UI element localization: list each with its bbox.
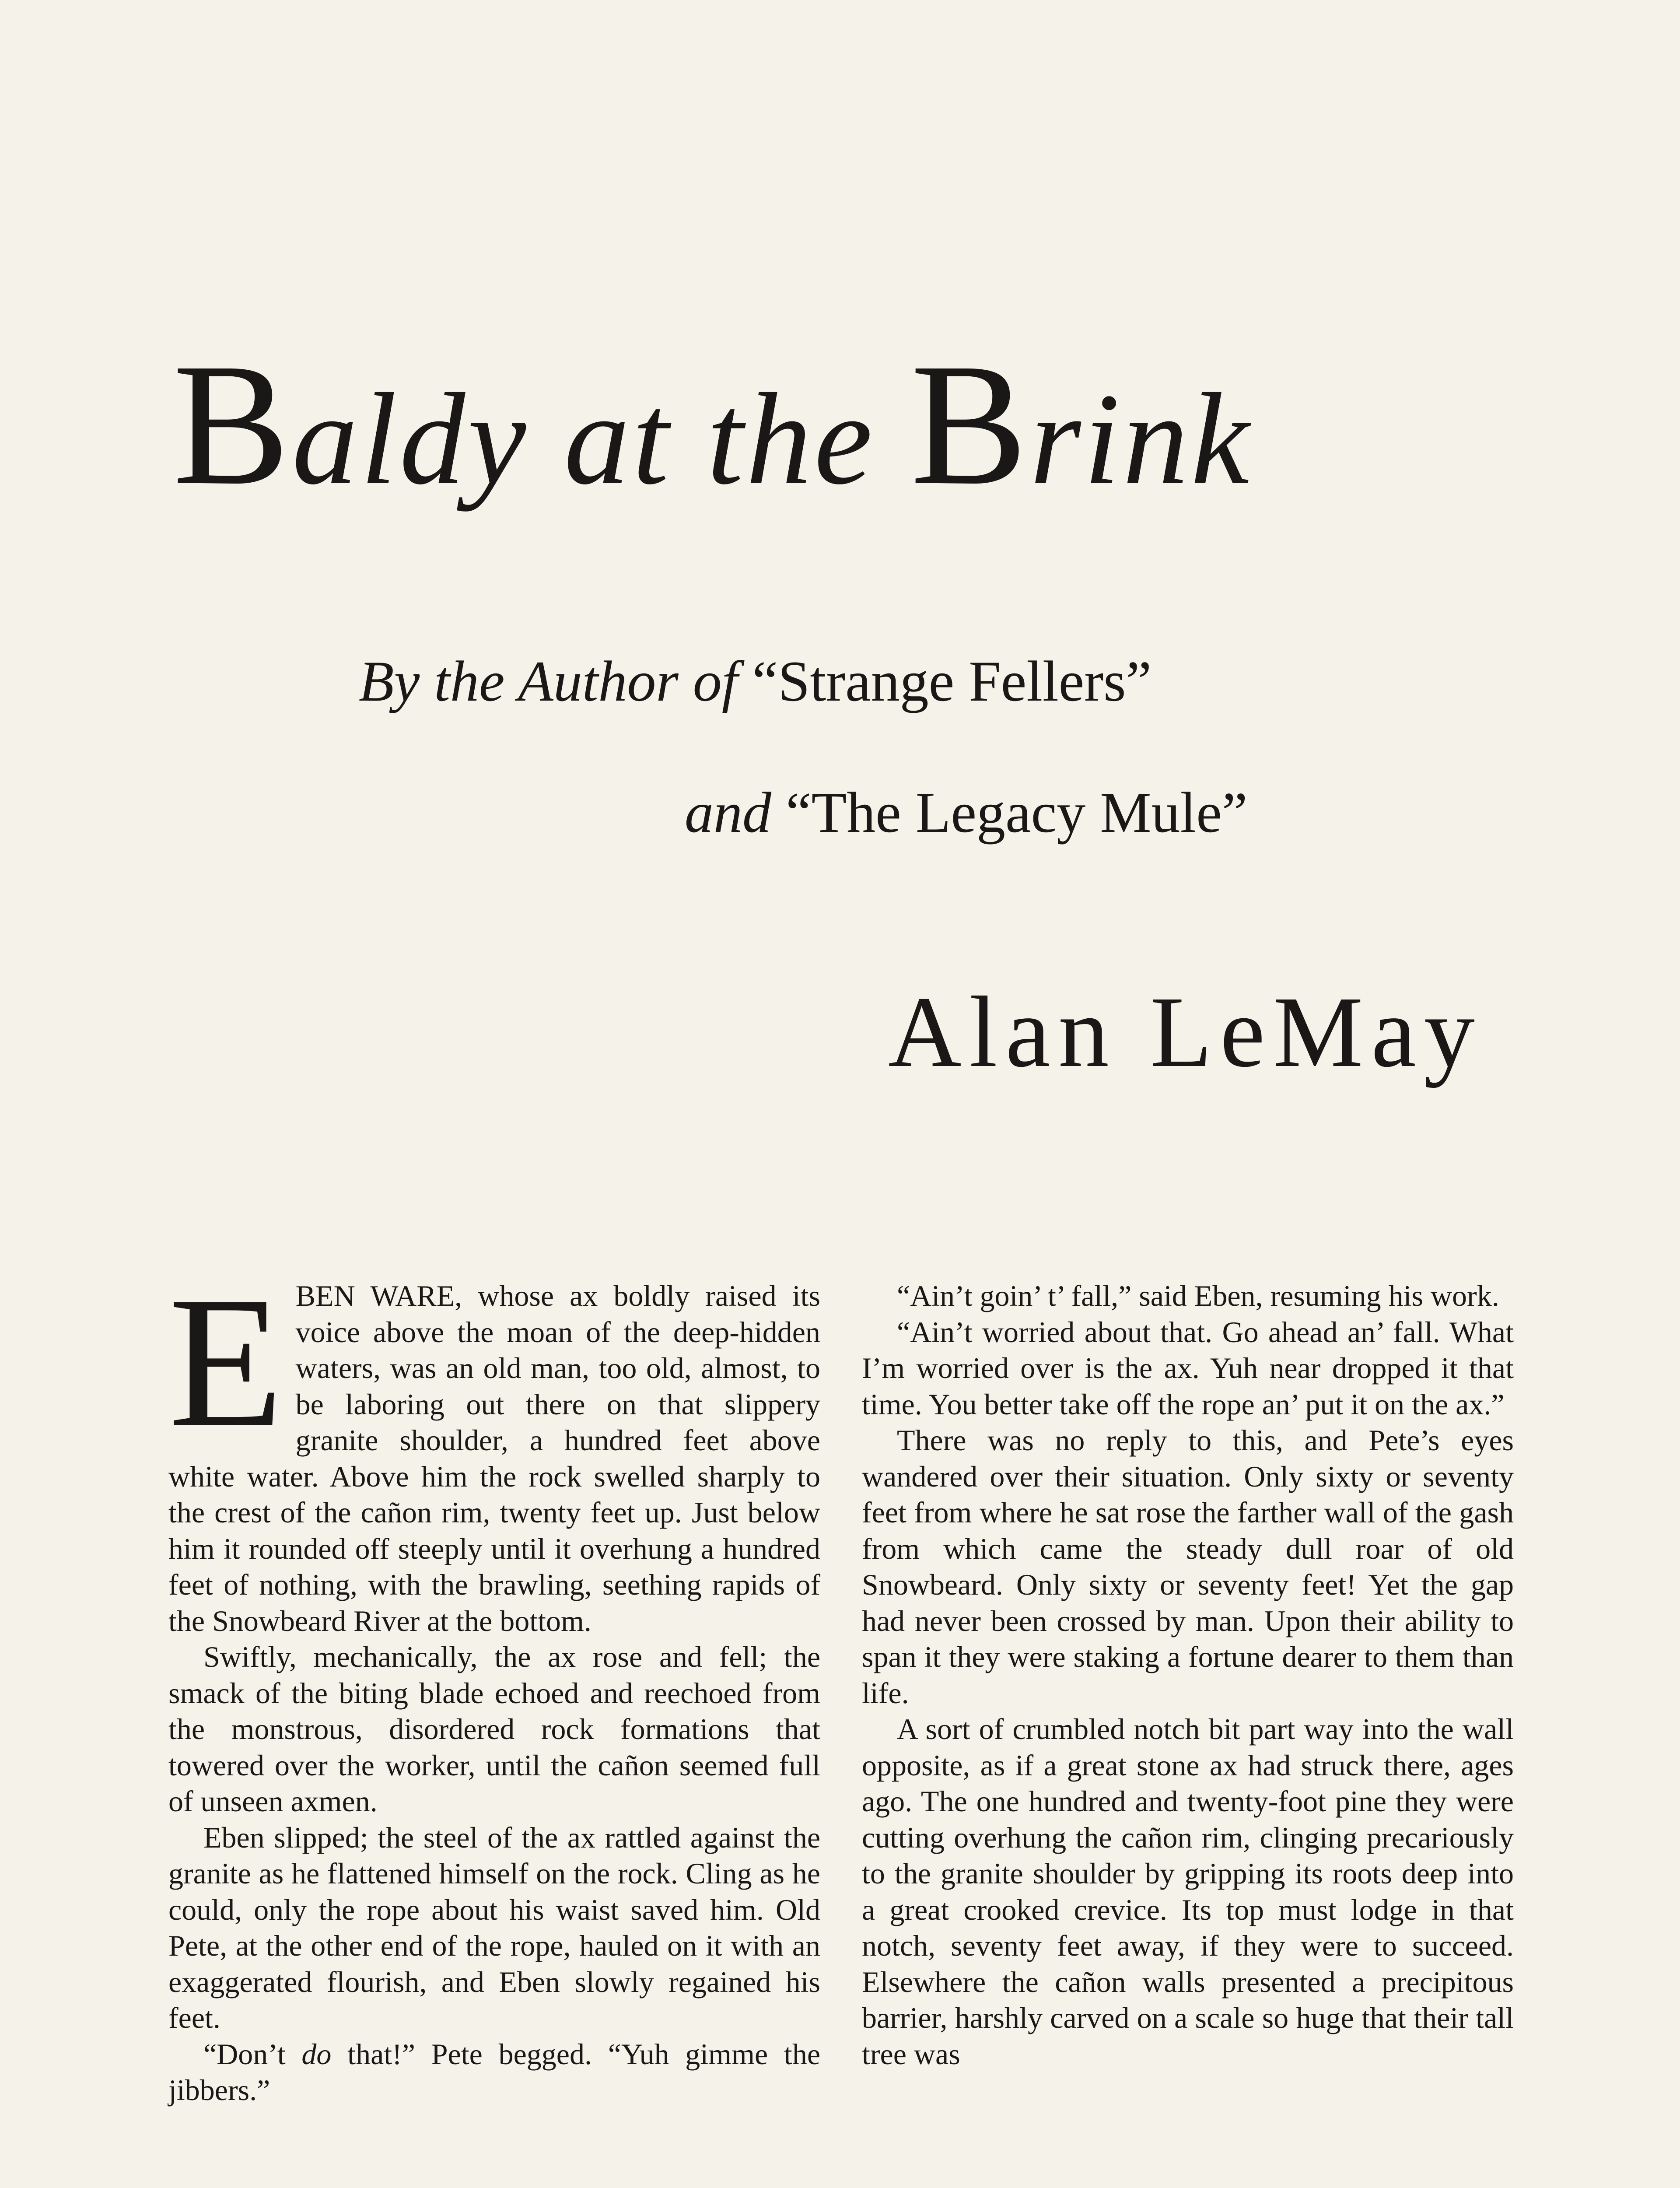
emphasis: do [301,2037,332,2071]
paragraph: “Ain’t goin’ t’ fall,” said Eben, resuming his work. [897,1279,1499,1312]
drop-cap: E [168,1258,284,1466]
paragraph: Swiftly, mechanically, the ax rose and fell; the smack of the biting blade echoed and reechoed from the monstrous, disordered rock formations that towered over the worker, until the cañon seemed full of unseen axmen. [168,1640,820,1818]
paragraph [168,2036,820,2108]
paragraph: A sort of crumbled notch bit part way into the wall opposite, as if a great stone ax had struck there, ages ago. The one hundred and twenty-foot pine they were cutting overhung the cañon rim, clinging precariously to the granite shoulder by gripping its roots deep into a great crooked crevice. Its top must lodge in that notch, seventy feet away, if they were to succeed. Elsewhere the cañon walls presented a precipitous barrier, harshly carved on a scale so huge that their tall tree was [862,1712,1514,2071]
paragraph: “Ain’t worried about that. Go ahead an’ fall. What I’m worried over is the ax. Yuh near dropped it that time. You better take off the rope an’ put it on the ax.” [862,1315,1514,1421]
paragraph: There was no reply to this, and Pete’s eyes wandered over their situation. Only sixty or seventy feet from where he sat rose the farther wall of the gash from which came the steady dull roar of old Snowbeard. Only sixty or seventy feet! Yet the gap had never been crossed by man. Upon their ability to span it they were staking a fortune dearer to them than life. [862,1424,1514,1710]
paragraph-text: BEN WARE, whose ax boldly raised its voice above the moan of the deep-hidden waters, was an old man, too old, almost, to be laboring out there on that slippery granite shoulder, a hundred feet above white water. Above him the rock swelled sharply to the crest of the cañon rim, twenty feet up. Just below him it rounded off steeply until it overhung a hundred feet of nothing, with the brawling, seething rapids of the Snowbeard River at the bottom. [168,1279,820,1637]
byline-work-2: “The Legacy Mule” [786,780,1248,845]
text-column-right [862,1278,1514,2072]
byline-line-1 [359,648,1152,715]
byline-work-1: “Strange Fellers” [752,649,1152,713]
title-text-2: rink [1029,366,1252,512]
story-title [173,327,1485,521]
title-initial-b-2: B [910,327,1030,521]
paragraph [168,1258,820,1639]
paragraph-text: “Don’t [203,2037,302,2071]
byline-line-2 [685,779,1247,846]
title-initial-b: B [173,327,292,521]
author-name: Alan LeMay [888,976,1483,1088]
byline-prefix: By the Author of [359,649,738,713]
text-column-left [168,1258,820,2108]
title-text-1: aldy at the [292,366,911,512]
byline-and: and [685,780,771,845]
paragraph: Eben slipped; the steel of the ax rattled against the granite as he flattened himself on the rock. Cling as he could, only the rope about his waist saved him. Old Pete, at the other end of the rope, hauled on it with an exaggerated flourish, and Eben slowly regained his feet. [168,1820,820,2034]
paragraph-text: that!” Pete begged. “Yuh gimme the jibbers.” [168,2037,820,2107]
